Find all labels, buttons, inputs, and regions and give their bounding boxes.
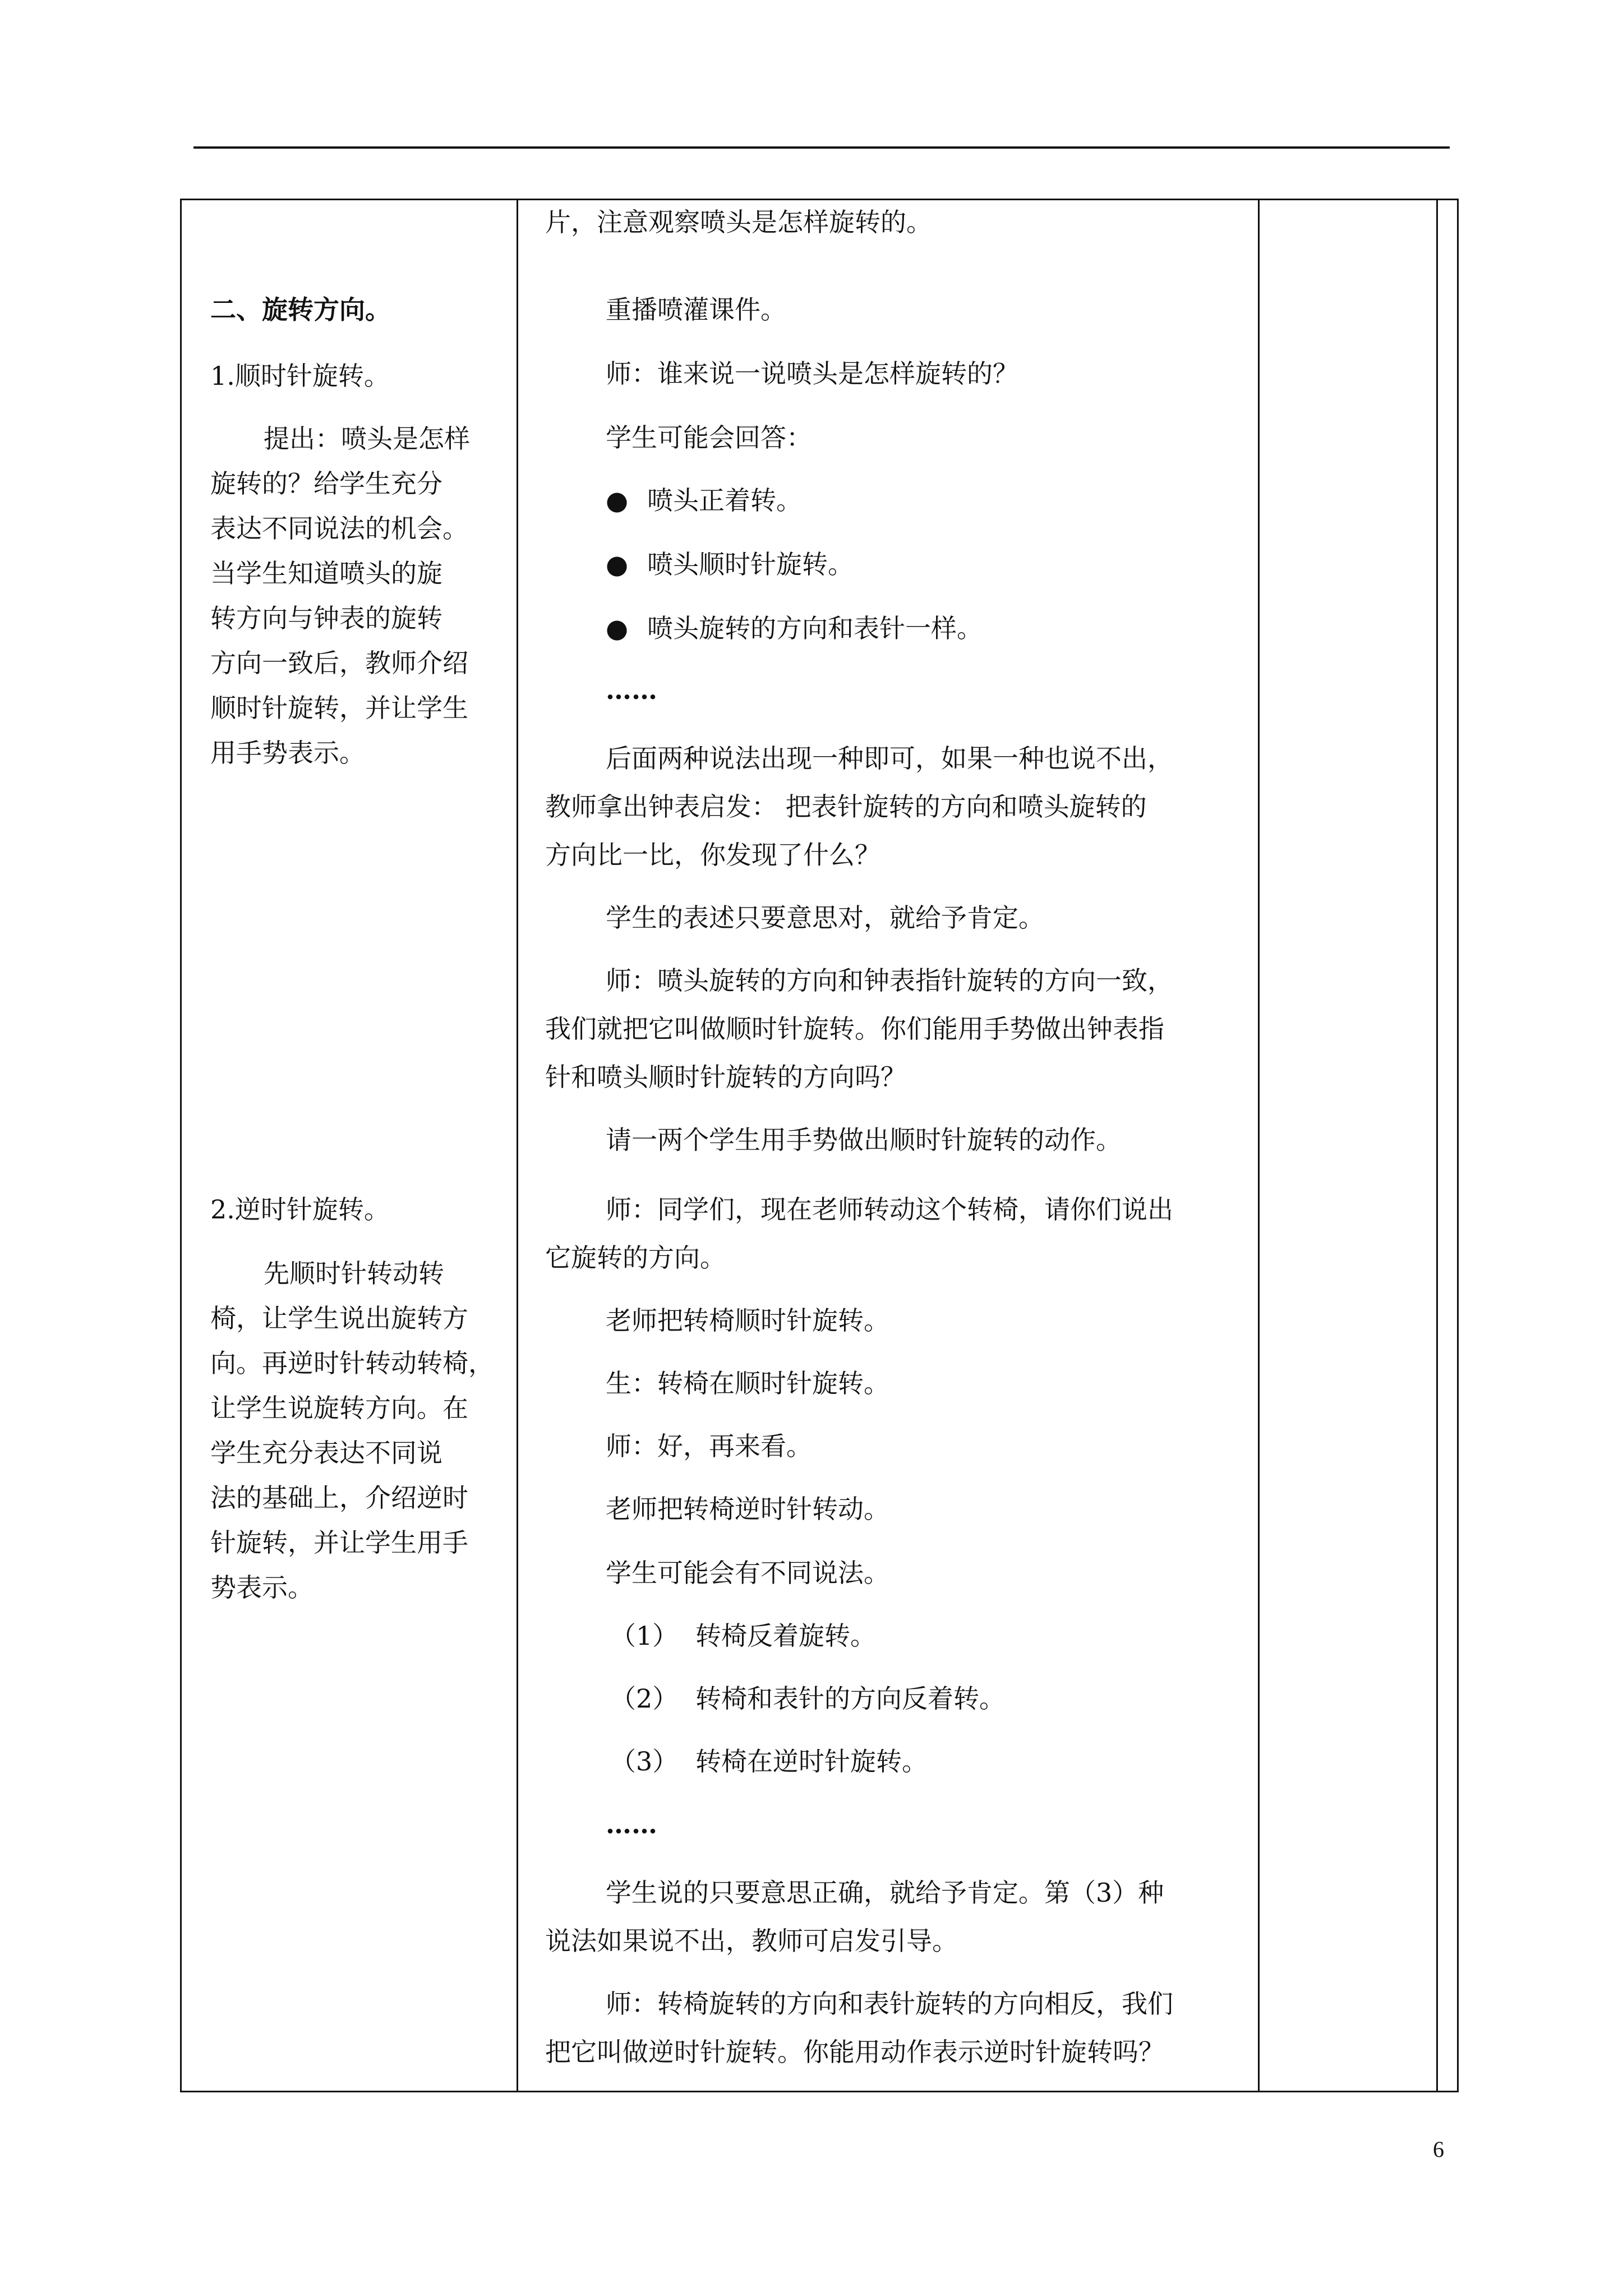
section-title: 二、旋转方向。 xyxy=(210,295,391,325)
item2-line: 法的基础上，介绍逆时 xyxy=(210,1483,468,1513)
paragraph-line: 学生可能会有不同说法。 xyxy=(606,1558,889,1588)
numbered-label: （2） xyxy=(610,1683,679,1714)
paragraph-line: 教师拿出钟表启发： 把表针旋转的方向和喷头旋转的 xyxy=(545,792,1147,822)
paragraph-line: 老师把转椅顺时针旋转。 xyxy=(606,1305,889,1336)
item1-line: 顺时针旋转，并让学生 xyxy=(210,693,468,723)
item1-line: 旋转的？给学生充分 xyxy=(210,468,442,499)
paragraph-line: 学生的表述只要意思对，就给予肯定。 xyxy=(606,903,1044,933)
item1-line: 方向一致后，教师介绍 xyxy=(210,648,468,678)
paragraph-line: 它旋转的方向。 xyxy=(545,1243,726,1273)
paragraph-line: 说法如果说不出，教师可启发引导。 xyxy=(545,1926,958,1956)
paragraph-line: 师：同学们，现在老师转动这个转椅，请你们说出 xyxy=(606,1194,1173,1225)
paragraph-line: 师：转椅旋转的方向和表针旋转的方向相反，我们 xyxy=(606,1989,1173,2019)
column-divider-1 xyxy=(517,200,518,2091)
item2-line: 学生充分表达不同说 xyxy=(210,1438,442,1468)
paragraph-line: 学生说的只要意思正确，就给予肯定。第（3）种 xyxy=(606,1878,1164,1908)
numbered-text: 转椅反着旋转。 xyxy=(695,1621,876,1651)
column-divider-3 xyxy=(1436,200,1438,2091)
bullet-icon: ● xyxy=(606,485,629,516)
item1-line: 当学生知道喷头的旋 xyxy=(210,558,442,588)
paragraph-line: 针和喷头顺时针旋转的方向吗？ xyxy=(545,1062,906,1092)
item2-title: 2.逆时针旋转。 xyxy=(210,1194,390,1225)
bullet-icon: ● xyxy=(606,549,629,579)
replay-line: 重播喷灌课件。 xyxy=(606,295,786,325)
ellipsis: …… xyxy=(606,1809,657,1839)
item2-line: 针旋转，并让学生用手 xyxy=(210,1527,468,1558)
paragraph-line: 我们就把它叫做顺时针旋转。你们能用手势做出钟表指 xyxy=(545,1014,1164,1044)
item1-line: 提出：喷头是怎样 xyxy=(264,424,470,454)
item1-title: 1.顺时针旋转。 xyxy=(210,361,390,391)
column-divider-2 xyxy=(1258,200,1260,2091)
paragraph-line: 后面两种说法出现一种即可，如果一种也说不出， xyxy=(606,743,1173,774)
header-rule xyxy=(193,146,1450,149)
paragraph-line: 生：转椅在顺时针旋转。 xyxy=(606,1368,889,1398)
ellipsis: …… xyxy=(606,675,657,705)
bullet-text: 喷头顺时针旋转。 xyxy=(647,549,854,579)
bullet-text: 喷头旋转的方向和表针一样。 xyxy=(647,613,983,643)
numbered-text: 转椅在逆时针旋转。 xyxy=(695,1746,928,1777)
item2-line: 先顺时针转动转 xyxy=(264,1258,444,1289)
item2-line: 势表示。 xyxy=(210,1572,313,1603)
question-line: 师：谁来说一说喷头是怎样旋转的？ xyxy=(606,358,1018,389)
paragraph-line: 老师把转椅逆时针转动。 xyxy=(606,1494,889,1524)
paragraph-line: 把它叫做逆时针旋转。你能用动作表示逆时针旋转吗？ xyxy=(545,2037,1164,2067)
may-answer-line: 学生可能会回答： xyxy=(606,422,812,453)
numbered-text: 转椅和表针的方向反着转。 xyxy=(695,1683,1005,1714)
item1-line: 用手势表示。 xyxy=(210,738,365,768)
paragraph-line: 方向比一比，你发现了什么？ xyxy=(545,840,880,870)
paragraph-line: 师：喷头旋转的方向和钟表指针旋转的方向一致， xyxy=(606,965,1173,996)
item1-line: 转方向与钟表的旋转 xyxy=(210,603,442,633)
item2-line: 让学生说旋转方向。在 xyxy=(210,1393,468,1423)
item2-line: 椅，让学生说出旋转方 xyxy=(210,1303,468,1333)
item1-line: 表达不同说法的机会。 xyxy=(210,513,468,544)
paragraph-line: 师：好，再来看。 xyxy=(606,1431,812,1461)
paragraph-line: 请一两个学生用手势做出顺时针旋转的动作。 xyxy=(606,1125,1122,1155)
top-line: 片，注意观察喷头是怎样旋转的。 xyxy=(545,207,932,237)
bullet-text: 喷头正着转。 xyxy=(647,485,802,516)
page-number: 6 xyxy=(1433,2137,1444,2162)
numbered-label: （1） xyxy=(610,1621,679,1651)
item2-line: 向。再逆时针转动转椅， xyxy=(210,1348,494,1378)
numbered-label: （3） xyxy=(610,1746,679,1777)
bullet-icon: ● xyxy=(606,613,629,643)
